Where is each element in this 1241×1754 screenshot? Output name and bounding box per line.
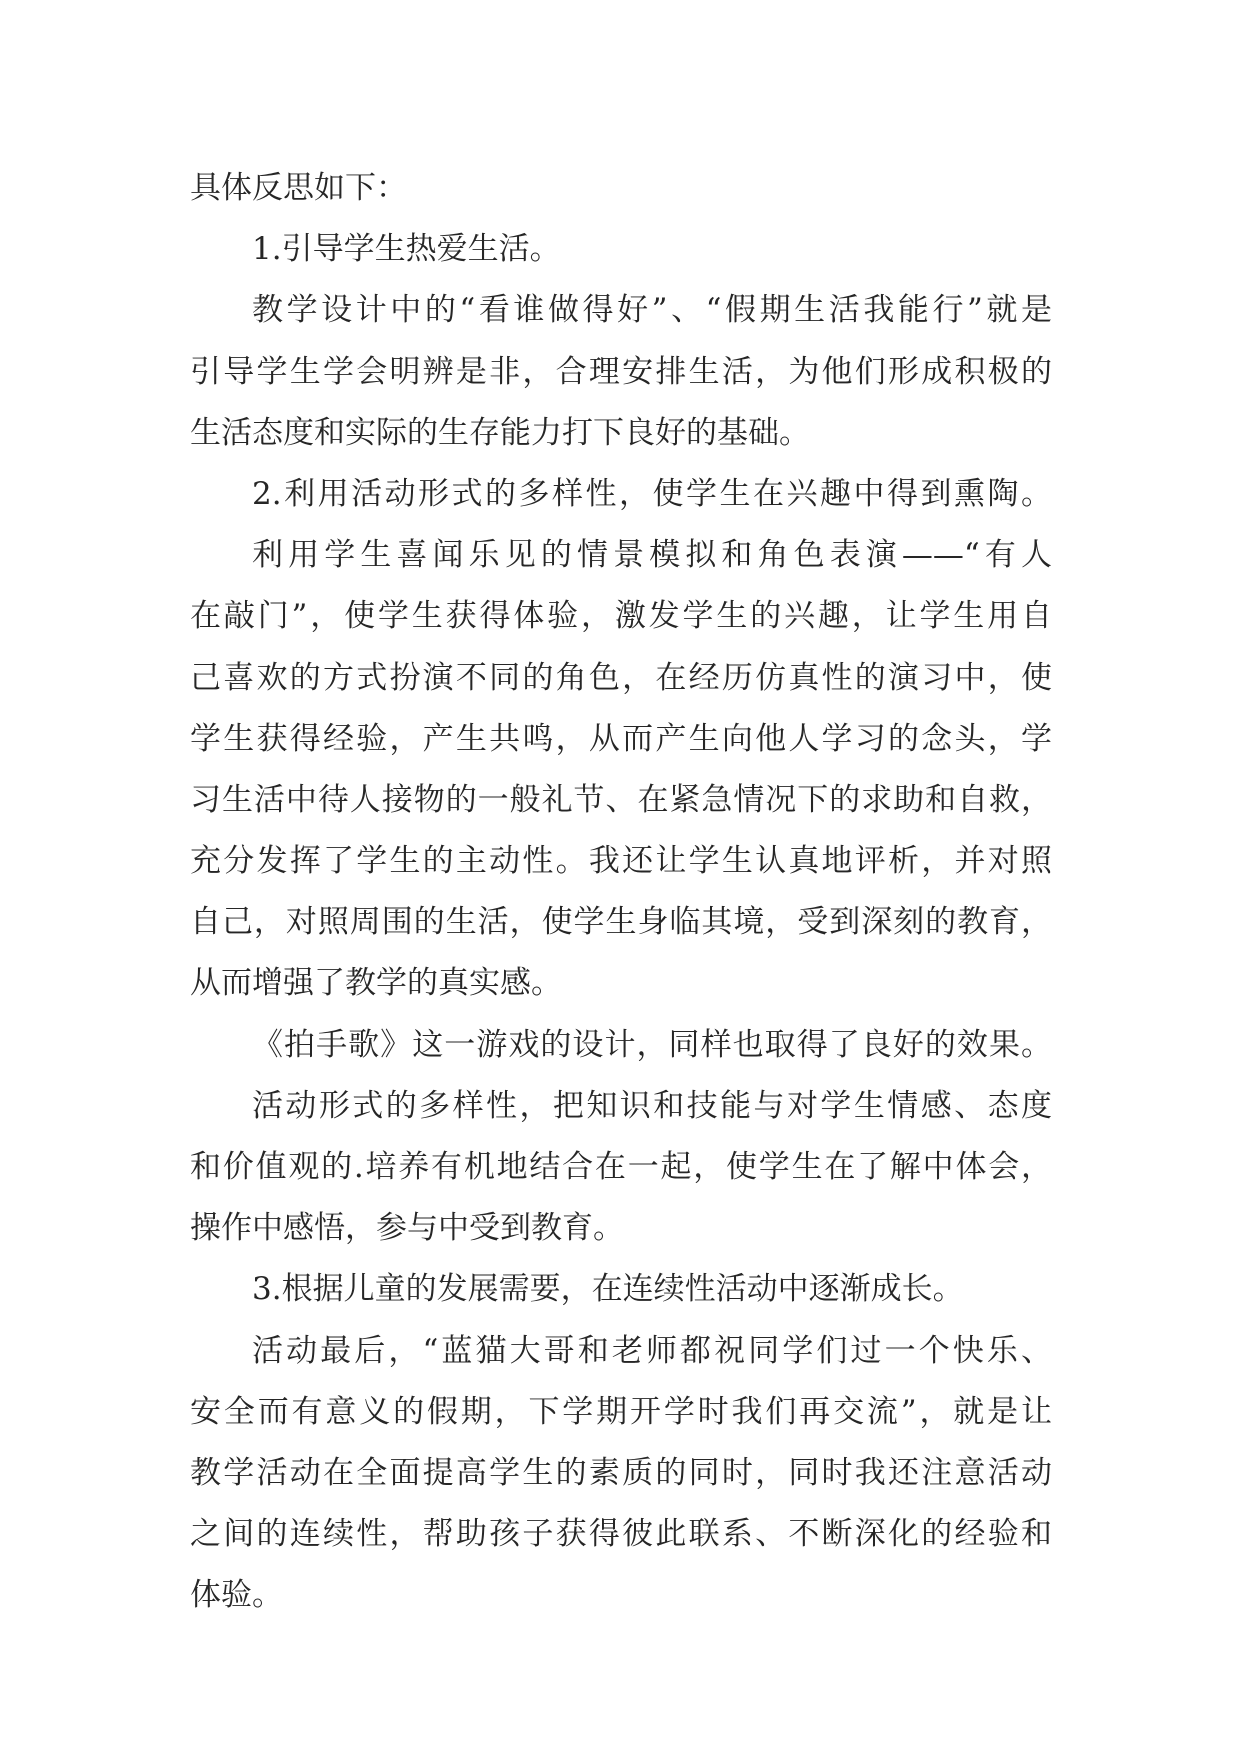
text-line: 教学设计中的“看谁做得好”、“假期生活我能行”就是 bbox=[252, 292, 1052, 329]
text-line: 习生活中待人接物的一般礼节、在紧急情况下的求助和自救， bbox=[190, 781, 1052, 818]
text-line: 之间的连续性，帮助孩子获得彼此联系、不断深化的经验和 bbox=[190, 1516, 1052, 1553]
text-line: 充分发挥了学生的主动性。我还让学生认真地评析，并对照 bbox=[190, 843, 1052, 880]
text-line: 安全而有意义的假期，下学期开学时我们再交流”，就是让 bbox=[190, 1393, 1052, 1430]
text-line: 具体反思如下： bbox=[190, 170, 407, 206]
text-line: 操作中感悟，参与中受到教育。 bbox=[190, 1210, 624, 1247]
text-line: 己喜欢的方式扮演不同的角色，在经历仿真性的演习中，使 bbox=[190, 659, 1052, 696]
text-line: 引导学生学会明辨是非，合理安排生活，为他们形成积极的 bbox=[190, 353, 1052, 390]
text-line: 利用学生喜闻乐见的情景模拟和角色表演——“有人 bbox=[252, 537, 1052, 574]
text-line: 《拍手歌》这一游戏的设计，同样也取得了良好的效果。 bbox=[252, 1026, 1052, 1063]
text-line: 生活态度和实际的生存能力打下良好的基础。 bbox=[190, 414, 810, 451]
text-line: 从而增强了教学的真实感。 bbox=[190, 965, 562, 1002]
text-line: 活动最后，“蓝猫大哥和老师都祝同学们过一个快乐、 bbox=[252, 1332, 1052, 1369]
text-line: 学生获得经验，产生共鸣，从而产生向他人学习的念头，学 bbox=[190, 720, 1052, 757]
text-line: 活动形式的多样性，把知识和技能与对学生情感、态度 bbox=[252, 1087, 1052, 1124]
text-line: 体验。 bbox=[190, 1577, 283, 1614]
text-line: 和价值观的.培养有机地结合在一起，使学生在了解中体会， bbox=[190, 1149, 1052, 1185]
text-line: 1.引导学生热爱生活。 bbox=[252, 231, 561, 268]
body-text bbox=[190, 158, 1052, 1627]
text-line: 在敲门”，使学生获得体验，激发学生的兴趣，让学生用自 bbox=[190, 598, 1052, 635]
text-line: 教学活动在全面提高学生的素质的同时，同时我还注意活动 bbox=[190, 1454, 1052, 1491]
text-line: 自己，对照周围的生活，使学生身临其境，受到深刻的教育， bbox=[190, 904, 1052, 941]
text-line: 2.利用活动形式的多样性，使学生在兴趣中得到熏陶。 bbox=[252, 475, 1052, 512]
text-line: 3.根据儿童的发展需要，在连续性活动中逐渐成长。 bbox=[252, 1271, 964, 1308]
